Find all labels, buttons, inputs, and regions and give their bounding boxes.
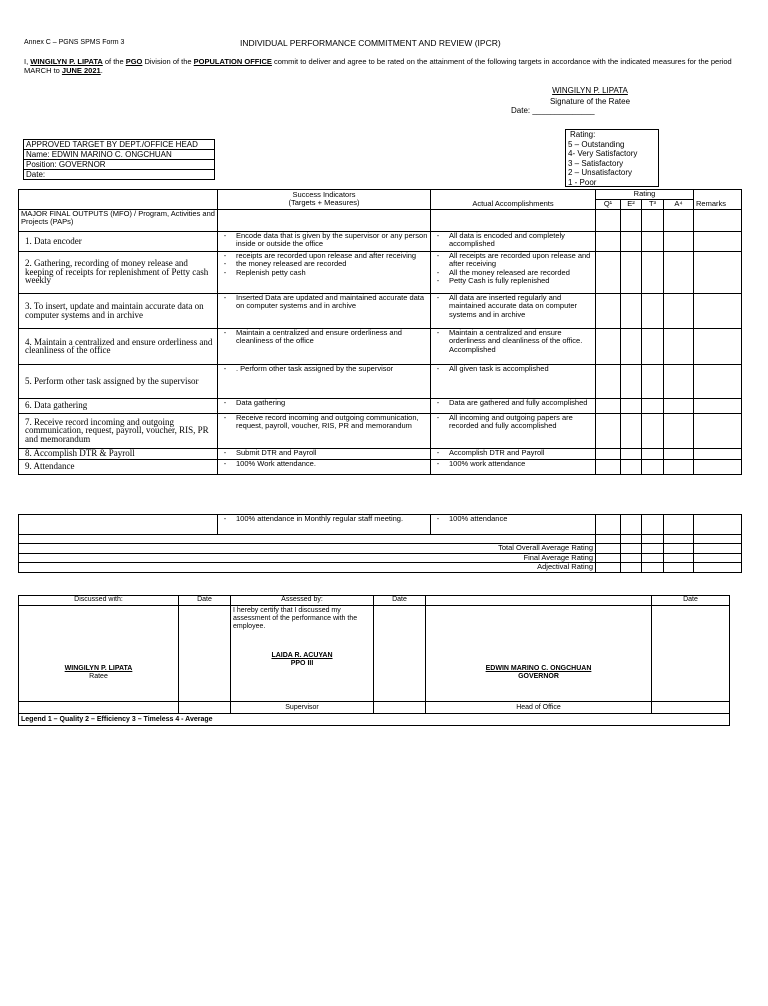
- mfo-row: 2. Gathering, recording of money release and keeping of receipts for replenishment of Petty cash weekly - receipts are recorded upon release and after receiving - the money released are recorded - Replenish petty cash - All receipts are recorded upon release and after receiving - All the money released are recorded - Petty Cash is fully replenished: [19, 251, 742, 293]
- rating-scale-item: 4- Very Satisfactory: [568, 149, 638, 158]
- success-indicator: 100% Work attendance.: [236, 458, 316, 468]
- rating-cell: [642, 364, 664, 398]
- approved-name: Name: EDWIN MARINO C. ONGCHUAN: [24, 150, 215, 160]
- mfo-row: 9. Attendance - 100% Work attendance. - 100% work attendance: [19, 459, 742, 474]
- rating-cell: [664, 448, 694, 459]
- mfo-row: 8. Accomplish DTR & Payroll - Submit DTR and Payroll - Accomplish DTR and Payroll: [19, 448, 742, 459]
- actual-accomplishment: 100% work attendance: [449, 458, 526, 468]
- rating-cell: [642, 448, 664, 459]
- rating-cell: [596, 251, 621, 293]
- form-code: Annex C – PGNS SPMS Form 3: [24, 39, 125, 46]
- legend: Legend 1 – Quality 2 – Efficiency 3 – Timeless 4 - Average: [19, 714, 730, 726]
- mfo-item: 6. Data gathering: [25, 400, 88, 411]
- rating-cell: [642, 459, 664, 474]
- success-indicator: Encode data that is given by the supervisor or any person inside or outside the office: [236, 230, 428, 248]
- assessed-by-header: Assessed by:: [231, 596, 374, 606]
- mfo-item: 9. Attendance: [25, 461, 75, 472]
- total-overall-average-rating: Total Overall Average Rating: [19, 544, 596, 554]
- rating-scale-item: 5 – Outstanding: [568, 139, 625, 149]
- actual-accomplishment: All incoming and outgoing papers are recorded and fully accomplished: [449, 412, 573, 430]
- success-indicator: Replenish petty cash: [236, 267, 306, 277]
- actual-accomplishment: All given task is accomplished: [449, 363, 549, 373]
- remarks-cell: [694, 413, 742, 448]
- ratee-date: Date: ______________: [511, 106, 595, 115]
- rating-cell: [596, 231, 621, 251]
- rating-cell: [621, 328, 642, 364]
- rating-cell: [621, 398, 642, 413]
- remarks-cell: [694, 251, 742, 293]
- remarks-cell: [694, 231, 742, 251]
- adjectival-rating: Adjectival Rating: [19, 563, 596, 573]
- mfo-row: 5. Perform other task assigned by the supervisor - . Perform other task assigned by the supervisor - All given task is accomplished: [19, 364, 742, 398]
- date-header: Date: [374, 596, 426, 606]
- header-e: E²: [621, 199, 642, 209]
- actual-accomplishment: Data are gathered and fully accomplished: [449, 397, 588, 407]
- mfo-item: 4. Maintain a centralized and ensure orderliness and cleanliness of the office: [25, 336, 213, 355]
- success-indicator: Receive record incoming and outgoing communication, request, payroll, voucher, RIS, PR and memorandum: [236, 412, 419, 430]
- rating-cell: [664, 459, 694, 474]
- remarks-cell: [694, 293, 742, 328]
- header-rating: Rating: [596, 190, 694, 200]
- head-signature-cell: [426, 606, 652, 702]
- remarks-cell: [694, 364, 742, 398]
- approved-heading: APPROVED TARGET BY DEPT./OFFICE HEAD: [24, 140, 215, 150]
- ratee-name: WINGILYN P. LIPATA: [64, 664, 133, 672]
- commitment-statement: I, WINGILYN P. LIPATA of the PGO Division of the POPULATION OFFICE commit to deliver and agree to be rated on the attainment of the following targets in accordance with the indicated measures for the period MARCH to JUNE 2021.: [24, 57, 732, 75]
- rating-cell: [642, 293, 664, 328]
- rating-cell: [621, 251, 642, 293]
- staff-meeting-indicator: 100% attendance in Monthly regular staff meeting.: [236, 514, 404, 523]
- approved-target-box: [23, 139, 215, 180]
- rating-cell: [642, 413, 664, 448]
- rating-cell: [664, 293, 694, 328]
- rating-cell: [621, 459, 642, 474]
- rating-scale-box: [565, 129, 659, 187]
- success-indicator: the money released are recorded: [236, 259, 347, 268]
- rating-cell: [596, 448, 621, 459]
- actual-accomplishment: All data is encoded and completely accomplished: [449, 230, 565, 248]
- period-end: JUNE 2021: [61, 66, 101, 75]
- remarks-cell: [694, 398, 742, 413]
- rating-cell: [596, 328, 621, 364]
- supervisor-label: Supervisor: [231, 702, 374, 714]
- success-indicator: Maintain a centralized and ensure orderliness and cleanliness of the office: [236, 327, 402, 345]
- mfo-row: 4. Maintain a centralized and ensure orderliness and cleanliness of the office - Maintain a centralized and ensure orderliness and cleanliness of the office - Maintain a centralized and ensure orderliness and cleanliness of the office. Accomplished: [19, 328, 742, 364]
- mfo-item: 3. To insert, update and maintain accurate data on computer systems and in archive: [25, 301, 204, 320]
- rating-scale-item: 3 – Satisfactory: [568, 158, 624, 168]
- remarks-cell: [694, 448, 742, 459]
- ratee-signature-block: [520, 85, 660, 107]
- actual-accomplishment: All data are inserted regularly and maintained accurate data on computer systems and in archive: [449, 292, 577, 319]
- success-indicator: Inserted Data are updated and maintained accurate data on computer systems and in archive: [236, 292, 425, 310]
- header-q: Q¹: [596, 199, 621, 209]
- success-indicator: Submit DTR and Payroll: [236, 447, 317, 457]
- ratee-signature-cell: [19, 606, 179, 702]
- mfo-row: 3. To insert, update and maintain accurate data on computer systems and in archive - Inserted Data are updated and maintained accurate data on computer systems and in archive - All data are inserted regularly and maintained accurate data on computer systems and in archive: [19, 293, 742, 328]
- remarks-cell: [694, 328, 742, 364]
- header-t: T³: [642, 199, 664, 209]
- rating-cell: [596, 413, 621, 448]
- header-actual-accomplishments: Actual Accomplishments: [431, 190, 596, 210]
- summary-table: - 100% attendance in Monthly regular staff meeting. - 100% attendance Total Overall Average Rating Final Average Rating Adjectival Rating: [18, 514, 742, 573]
- success-indicator: Data gathering: [236, 397, 286, 407]
- mfo-item: 8. Accomplish DTR & Payroll: [25, 448, 135, 459]
- mfo-row: 1. Data encoder - Encode data that is given by the supervisor or any person inside or outside the office - All data is encoded and completely accomplished: [19, 231, 742, 251]
- rating-cell: [642, 398, 664, 413]
- discussed-with-header: Discussed with:: [19, 596, 179, 606]
- signature-table: [18, 595, 730, 726]
- rating-cell: [664, 413, 694, 448]
- rating-scale-item: 1 - Poor: [568, 177, 597, 187]
- rating-cell: [664, 251, 694, 293]
- header-success-indicators: Success Indicators (Targets + Measures): [218, 190, 431, 210]
- office-code: PGO: [125, 57, 143, 66]
- ipcr-table: [18, 189, 742, 475]
- head-of-office-label: Head of Office: [426, 702, 652, 714]
- mfo-row: 6. Data gathering - Data gathering - Data are gathered and fully accomplished: [19, 398, 742, 413]
- form-title: INDIVIDUAL PERFORMANCE COMMITMENT AND REVIEW (IPCR): [240, 38, 501, 48]
- actual-accomplishment: Maintain a centralized and ensure orderliness and cleanliness of the office. Accomplished: [449, 327, 583, 354]
- rating-cell: [596, 459, 621, 474]
- actual-accomplishment: All receipts are recorded upon release and after receiving: [449, 250, 591, 268]
- mfo-row: 7. Receive record incoming and outgoing communication, request, payroll, voucher, RIS, PR and memorandum - Receive record incoming and outgoing communication, request, payroll, voucher, RIS, PR and memorandum - All incoming and outgoing papers are recorded and fully accomplished: [19, 413, 742, 448]
- rating-scale-title: Rating:: [570, 130, 596, 139]
- head-position: GOVERNOR: [518, 672, 559, 680]
- ratee-signature-label: Signature of the Ratee: [549, 97, 631, 106]
- rating-scale-item: 2 – Unsatisfactory: [568, 168, 633, 177]
- rating-cell: [596, 293, 621, 328]
- mfo-item: 1. Data encoder: [25, 235, 82, 246]
- remarks-cell: [694, 459, 742, 474]
- rating-cell: [642, 251, 664, 293]
- mfo-heading: MAJOR FINAL OUTPUTS (MFO) / Program, Activities and Projects (PAPs): [19, 209, 218, 231]
- date-header: Date: [179, 596, 231, 606]
- actual-accomplishment: Accomplish DTR and Payroll: [449, 447, 545, 457]
- ratee-label: Ratee: [89, 672, 108, 680]
- rating-cell: [664, 398, 694, 413]
- rating-cell: [664, 364, 694, 398]
- actual-accomplishment: All the money released are recorded: [449, 267, 570, 277]
- mfo-item: 7. Receive record incoming and outgoing communication, request, payroll, voucher, RIS, PR and memorandum: [25, 416, 209, 444]
- supervisor-position: PPO III: [290, 660, 314, 667]
- office-name: POPULATION OFFICE: [193, 57, 272, 66]
- rating-cell: [621, 448, 642, 459]
- actual-accomplishment: Petty Cash is fully replenished: [449, 276, 550, 285]
- rating-cell: [621, 231, 642, 251]
- rating-cell: [596, 364, 621, 398]
- date-header: Date: [652, 596, 730, 606]
- rating-cell: [642, 328, 664, 364]
- supervisor-name: LAIDA R. ACUYAN: [271, 652, 333, 659]
- rating-cell: [621, 293, 642, 328]
- mfo-item: 2. Gathering, recording of money release and keeping of receipts for replenishment of Petty cash weekly: [25, 258, 209, 286]
- rating-cell: [664, 231, 694, 251]
- rating-cell: [621, 413, 642, 448]
- header-a: A⁴: [664, 199, 694, 209]
- head-name: EDWIN MARINO C. ONGCHUAN: [485, 664, 592, 672]
- mfo-item: 5. Perform other task assigned by the supervisor: [25, 375, 199, 386]
- staff-meeting-accomplishment: 100% attendance: [449, 514, 508, 523]
- ratee-signature-name: WINGILYN P. LIPATA: [552, 86, 628, 95]
- rating-cell: [642, 231, 664, 251]
- final-average-rating: Final Average Rating: [19, 553, 596, 563]
- rating-cell: [664, 328, 694, 364]
- success-indicator: . Perform other task assigned by the supervisor: [236, 363, 394, 373]
- employee-name: WINGILYN P. LIPATA: [30, 57, 103, 66]
- rating-cell: [621, 364, 642, 398]
- supervisor-signature-cell: [231, 606, 374, 702]
- header-remarks: Remarks: [694, 190, 742, 210]
- success-indicator: receipts are recorded upon release and after receiving: [236, 250, 417, 260]
- approved-position: Position: GOVERNOR: [24, 160, 215, 170]
- approved-date: Date:: [24, 170, 215, 180]
- rating-cell: [596, 398, 621, 413]
- certification-text: I hereby certify that I discussed my assessment of the performance with the employee.: [233, 607, 358, 630]
